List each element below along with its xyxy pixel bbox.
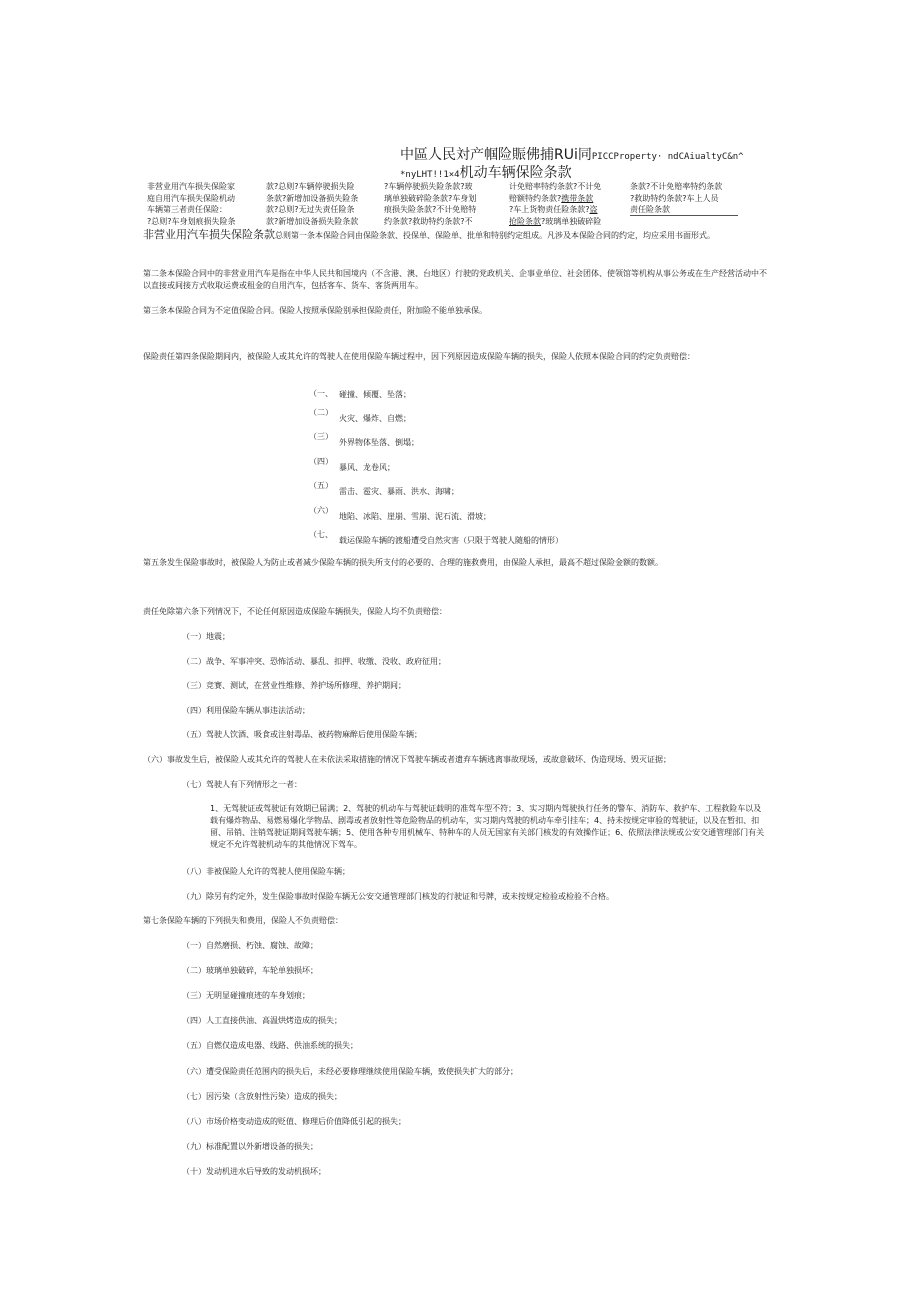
article-7: 第七条保险车辆的下列损失和费用，保险人不负责赔偿： xyxy=(143,916,343,925)
toc-line: ?救助特约条款?车上人员 xyxy=(630,193,719,203)
toc-line: 责任险条款 xyxy=(630,205,670,214)
toc-text: ?车上货物责任险条款? xyxy=(509,205,590,214)
toc-line: 璃单独破碎险条款?车身划 xyxy=(384,193,477,203)
exclusion-item: （六）事故发生后，被保险人或其允许的驾驶人在未依法采取措施的情况下驾驶车辆或者遗弃车辆逃离事故现场，或故意破坏、伪造现场、毁灭证据； xyxy=(143,755,671,764)
exclusion-item: （四）人工直接供油、高温烘烤造成的损失； xyxy=(182,1016,342,1025)
toc-text: 赔额特约条款? xyxy=(509,193,562,203)
document-title: 机动车辆保险条款 xyxy=(459,165,572,181)
exclusion-item: （八）市场价格变动造成的贬值、修理后价值降低引起的损失； xyxy=(182,1117,406,1126)
cause-number: （五） xyxy=(309,481,333,490)
toc-line: 车辆第三者责任保险： xyxy=(147,205,227,214)
toc-column-2 xyxy=(266,181,358,227)
exclusion-item: （十）发动机进水后导致的发动机损坏； xyxy=(182,1167,326,1176)
document-header-line1 xyxy=(400,146,744,166)
toc-line xyxy=(509,193,601,205)
cause-number: （三） xyxy=(309,432,333,441)
insurer-latin-name: PICCProperty· ndCAiualtyC&n^ xyxy=(591,152,744,162)
exclusion-item: （一）自然磨损、朽蚀、腐蚀、故障； xyxy=(182,941,318,950)
toc-column-5 xyxy=(630,181,722,216)
clause-title: 非营业用汽车损失保险条款 xyxy=(143,228,275,241)
exclusion-item: （二）玻璃单独破碎，车轮单独损坏； xyxy=(182,966,318,975)
article-3: 第三条本保险合同为不定值保险合同。保险人按照承保险别承担保险责任，附加险不能单独承保。 xyxy=(143,306,487,315)
exclusion-detail: 1、无驾驶证或驾驶证有效期已届满；2、驾驶的机动车与驾驶证载明的准驾车型不符；3、实习期内驾驶执行任务的警车、消防车、救护车、工程救险车以及载有爆炸物品、易燃易爆化学物品、剧毒或者放射性等危险物品的机动车，实习期内驾驶的机动车牵引挂车；4、持未按规定审验的驾驶证，以及在暂扣、扣留、吊销、注销驾驶证期间驾驶车辆；5、使用各种专用机械车、特种车的人员无国家有关部门核发的有效操作证；6、依照法律法规或公安交通管理部门有关规定不允许驾驶机动车的其他情况下驾车。 xyxy=(210,804,765,849)
insurer-name-rui: RUi同 xyxy=(554,147,592,163)
toc-link-robbery-clause[interactable]: 抢险条款 xyxy=(509,216,541,226)
exclusion-item: （九）标准配置以外新增设备的损失； xyxy=(182,1142,318,1151)
toc-line: 庭自用汽车损失保险机动 xyxy=(147,193,235,203)
toc-link-theft[interactable]: 盗 xyxy=(589,205,598,214)
toc-column-4 xyxy=(509,181,601,227)
exclusion-item: （五）驾驶人饮酒、吸食或注射毒品、被药物麻醉后使用保险车辆； xyxy=(182,730,422,739)
article-6: 责任免除第六条下列情况下，不论任何原因造成保险车辆损失，保险人均不负责赔偿： xyxy=(143,607,447,616)
exclusion-item: （九）除另有约定外，发生保险事故时保险车辆无公安交通管理部门核发的行驶证和号牌，或未按规定检验或检验不合格。 xyxy=(182,892,614,901)
toc-line: ?总则?车身划痕损失险条 xyxy=(147,216,236,226)
exclusion-item: （六）遭受保险责任范围内的损失后，未经必要修理继续使用保险车辆，致使损失扩大的部分； xyxy=(182,1067,518,1076)
article-2: 第二条本保险合同中的非营业用汽车是指在中华人民共和国境内（不含港、澳、台地区）行驶的党政机关、企事业单位、社会团体、使领馆等机构从事公务或在生产经营活动中不以直接或间接方式收取运费或租金的自用汽车，包括客车、货车、客货两用车。 xyxy=(143,269,767,290)
toc-line: 约条款?救助特约条款?不 xyxy=(384,216,473,226)
cause-text: 碰撞、倾覆、坠落； xyxy=(339,390,411,399)
toc-line: 条款?新增加设备损失险条 xyxy=(266,193,359,203)
exclusion-item: （七）驾驶人有下列情形之一者： xyxy=(182,780,302,789)
toc-line: 条款?不计免赔率特约条款 xyxy=(630,182,723,191)
toc-line: 款?总则?无过失责任险条 xyxy=(266,205,355,214)
article-5: 第五条发生保险事故时，被保险人为防止或者减少保险车辆的损失所支付的必要的、合理的施救费用，由保险人承担，最高不超过保险金额的数额。 xyxy=(143,558,663,567)
article-1-text: 总则第一条本保险合同由保险条款、投保单、保险单、批单和特别约定组成。凡涉及本保险合同的约定，均应采用书面形式。 xyxy=(275,231,715,240)
cause-number: （二） xyxy=(309,408,333,417)
toc-line xyxy=(509,204,601,216)
toc-line: 痕损失险条款?不计免赔特 xyxy=(384,205,477,214)
cause-text: 暴风、龙卷风； xyxy=(339,463,395,472)
cause-number: （七、 xyxy=(309,530,333,539)
article-1 xyxy=(143,229,773,242)
cause-text: 载运保险车辆的渡船遭受自然灾害（只限于驾驶人随船的情形） xyxy=(339,536,563,545)
exclusion-item: （三）竞赛、测试，在营业性维修、养护场所修理、养护期间； xyxy=(182,681,406,690)
toc-line: 款?新增加设备损失险条款 xyxy=(266,216,359,226)
exclusion-item: （二）战争、军事冲突、恐怖活动、暴乱、扣押、收缴、没收、政府征用； xyxy=(182,657,446,666)
exclusion-item: （一）地震； xyxy=(182,632,230,641)
toc-line: 计免赔率特约条款?不计免 xyxy=(509,182,602,191)
exclusion-item: （三）无明显碰撞痕迹的车身划痕； xyxy=(182,991,310,1000)
toc-text: ?玻璃单独破碎险 xyxy=(541,216,602,226)
cause-number: （六） xyxy=(309,506,333,515)
toc-column-1 xyxy=(147,181,236,227)
cause-number: （一、 xyxy=(309,389,333,398)
exclusion-item: （七）因污染（含放射性污染）造成的损失； xyxy=(182,1092,342,1101)
toc-divider xyxy=(630,215,738,216)
article-4: 保险责任第四条保险期间内，被保险人或其允许的驾驶人在使用保险车辆过程中，因下列原因造成保险车辆的损失，保险人依照本保险合同的约定负责赔偿： xyxy=(143,352,695,361)
insurer-name: 中區人民対产帼险賑佛捕 xyxy=(400,147,554,163)
exclusion-item: （八）非被保险人允许的驾驶人使用保险车辆； xyxy=(182,867,350,876)
cause-text: 外界物体坠落、倒塌； xyxy=(339,438,419,447)
toc-link-carry-clause[interactable]: 携带条款 xyxy=(561,193,594,203)
cause-number: （四） xyxy=(309,457,333,466)
cause-text: 火灾、爆炸、自燃； xyxy=(339,414,411,423)
toc-line: ?车辆停驶损失险条款?玻 xyxy=(384,182,473,191)
toc-line xyxy=(509,216,601,228)
cause-text: 雷击、雹灾、暴雨、洪水、海啸； xyxy=(339,487,459,496)
header-code: *nyLHT!!1×4 xyxy=(400,170,460,180)
toc-line: 非营业用汽车损失保险家 xyxy=(147,182,235,191)
exclusion-item: （五）自燃仅造成电器、线路、供油系统的损失； xyxy=(182,1041,358,1050)
cause-text: 地陷、冰陷、崖崩、雪崩、泥石流、滑坡； xyxy=(339,512,491,521)
toc-column-3 xyxy=(384,181,476,227)
exclusion-item: （四）利用保险车辆从事违法活动； xyxy=(182,706,310,715)
toc-line: 款?总则?车辆停驶损失险 xyxy=(266,182,355,191)
